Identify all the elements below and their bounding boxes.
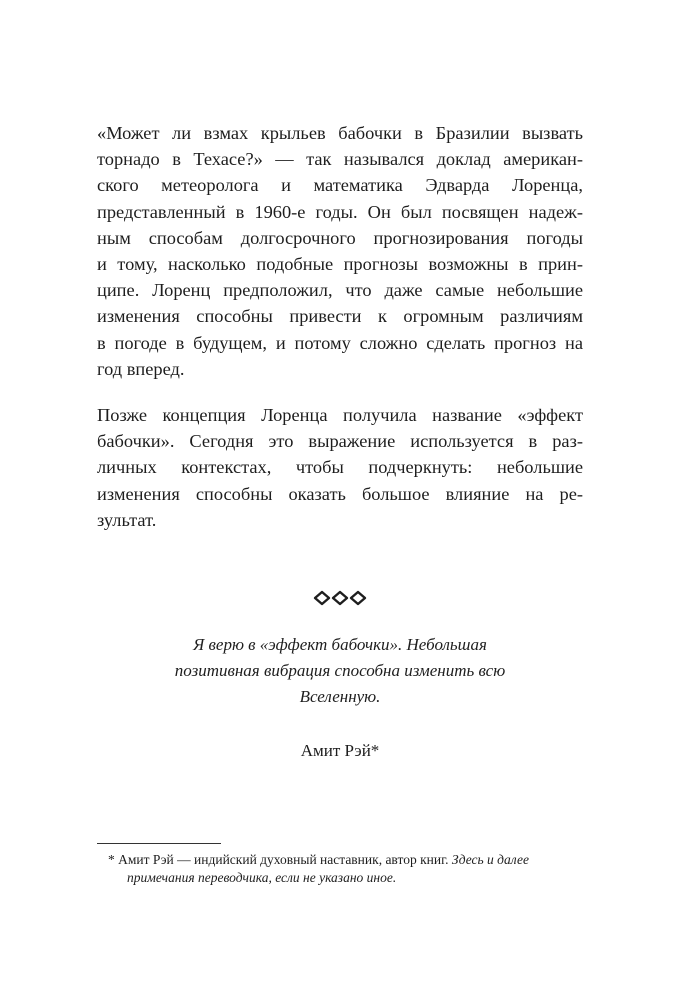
footnote-marker: * [108, 852, 119, 867]
text-line: представленный в 1960-е годы. Он был посвящен надеж- [97, 201, 583, 222]
text-line: ского метеоролога и математика Эдварда Лоренца, [97, 175, 583, 196]
footnote-text: Амит Рэй — индийский духовный наставник, автор книг. [118, 852, 452, 867]
epigraph-quote [100, 631, 580, 710]
paragraph-lorenz-report [97, 120, 583, 382]
text-line: личных контекстах, чтобы подчеркнуть: небольшие [97, 457, 583, 478]
text-line: изменения способны оказать большое влияние на ре- [97, 483, 583, 504]
text-line: в погоде в будущем, и потому сложно сделать прогноз на [97, 332, 583, 353]
paragraph-butterfly-effect [97, 402, 583, 533]
text-line: «Может ли взмах крыльев бабочки в Бразилии вызвать [97, 123, 583, 143]
footnote-line [108, 851, 584, 869]
text-line: изменения способны привести к огромным различиям [97, 306, 583, 327]
triple-diamond-ornament-icon [313, 589, 367, 607]
footnote-note-italic-continued: примечания переводчика, если не указано иное. [127, 870, 397, 885]
epigraph-author: Амит Рэй* [300, 741, 380, 760]
text-line: бабочки». Сегодня это выражение используется в раз- [97, 431, 583, 452]
footnote-divider [97, 843, 221, 844]
epigraph-line: Я верю в «эффект бабочки». Небольшая [193, 635, 487, 654]
text-line: и тому, насколько подобные прогнозы возможны в прин- [97, 253, 583, 274]
footnote-note-italic: Здесь и далее [451, 852, 529, 867]
text-line: Позже концепция Лоренца получила название «эффект [97, 405, 583, 425]
text-line: ным способам долгосрочного прогнозирования погоды [97, 227, 583, 248]
epigraph-line: Вселенную. [299, 687, 381, 707]
text-line: ципе. Лоренц предположил, что даже самые небольшие [97, 280, 583, 301]
text-line: зультат. [97, 509, 157, 530]
epigraph-line: позитивная вибрация способна изменить всю [174, 661, 506, 681]
footnote [108, 851, 584, 887]
text-line: торнадо в Техасе?» — так назывался доклад американ- [97, 149, 583, 170]
text-line: год вперед. [97, 358, 185, 379]
